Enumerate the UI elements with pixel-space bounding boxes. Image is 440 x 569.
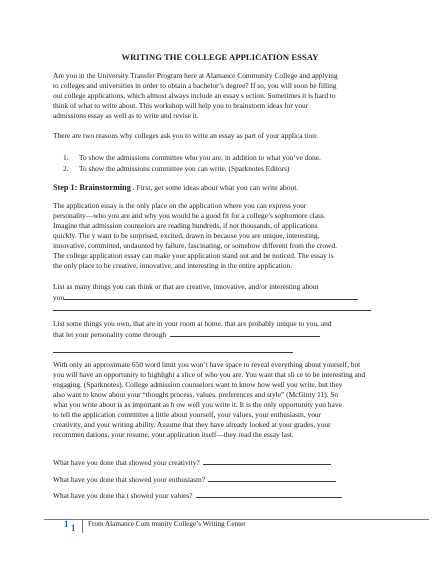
page-number: 1 xyxy=(64,519,69,529)
question-creativity xyxy=(53,457,331,468)
paragraph-line: to tell the application committee a little about yourself, your values, your enthusiasm, your xyxy=(53,410,322,419)
paragraph-line: what you write about is as important as h ow well you write it. It is the only opportunity you have xyxy=(53,400,342,409)
intro-line: out college applications, which almost always include an essay s ection. Sometimes it is hard to xyxy=(53,91,336,100)
question-text: What have you done that showed your enthusiasm? xyxy=(53,475,206,484)
reason-text: To show the admissions committee who you are, in addition to what you’ve done. xyxy=(79,153,321,162)
answer-line[interactable] xyxy=(53,310,371,311)
answer-line[interactable] xyxy=(64,292,358,300)
answer-line[interactable] xyxy=(170,329,320,337)
paragraph-line: engaging. (Sparknotes). College admission counselors want to know how well you write, but they xyxy=(53,380,343,389)
paragraph-line: The application essay is the only place on the application where you can express your xyxy=(53,201,307,210)
answer-line[interactable] xyxy=(196,490,342,498)
prompt-word: that let your personality come through xyxy=(53,330,167,339)
reason-item xyxy=(63,164,290,174)
intro-line: Are you in the University Transfer Program here at Alamance Community College and applying xyxy=(53,71,338,80)
reason-item xyxy=(63,153,321,163)
intro-line: admissions essay as well as to write and revise it. xyxy=(53,111,199,120)
prompt-creative-things-end xyxy=(53,292,358,303)
paragraph-line: creativity, and your writing ability. Assume that they have already looked at your grades, your xyxy=(53,420,331,429)
footer-text: From Alamance Com munity College’s Writing Center xyxy=(88,520,246,528)
question-text: What have you done tha t showed your values? xyxy=(53,491,193,500)
step1-text: . First, get some ideas about what you can write about. xyxy=(130,183,299,192)
answer-line[interactable] xyxy=(208,474,336,482)
step1-heading xyxy=(53,183,298,192)
paragraph-line: With only an approximate 650 word limit you won’t have space to reveal everything about yourself, but xyxy=(53,360,361,369)
question-text: What have you done that showed your creativity? xyxy=(53,458,200,467)
page-number-shadow: 1 xyxy=(71,523,76,533)
prompt-owned-things: List some things you own, that are in your room at home, that are probably unique to you, and xyxy=(53,319,332,328)
paragraph-line: recommen dations, your resume, your application itself—they read the essay last. xyxy=(53,430,294,439)
paragraph-line: you will have an opportunity to highlight a slice of who you are. You want that sli ce to be interesting and xyxy=(53,370,366,379)
prompt-creative-things: List as many things you can think or that are creative, innovative, and/or interesting about xyxy=(53,282,319,291)
answer-line[interactable] xyxy=(53,352,293,353)
paragraph-line: also want to know about your “thought process, values, preferences and style” (McGinty 11). So xyxy=(53,390,339,399)
step1-label: Step 1: Brainstorming xyxy=(53,183,131,192)
intro-line: think of what to write about. This workshop will help you to brainstorm ideas for your xyxy=(53,101,309,110)
prompt-owned-things-end xyxy=(53,329,320,340)
paragraph-line: Imagine that admission counselors are reading hundreds, if not thousands, of applications xyxy=(53,221,318,230)
reasons-intro: There are two reasons why colleges ask you to write an essay as part of your applica tion: xyxy=(53,131,318,140)
prompt-word: you xyxy=(53,293,65,302)
reason-text: To show the admissions committee you can write. (Sparknotes Editors) xyxy=(79,164,290,173)
paragraph-line: quickly. The y want to be surprised, excited, drawn in because you are unique, interesting, xyxy=(53,231,320,240)
intro-line: to colleges and universities in order to obtain a bachelor’s degree? If so, you will soon be filling xyxy=(53,81,337,90)
paragraph-line: the only place to be creative, innovative, and interesting in the entire application. xyxy=(53,261,293,270)
reason-number: 1. xyxy=(63,153,69,162)
paragraph-line: personality—who you are and why you would be a good fit for a college’s sophomore class. xyxy=(53,211,326,220)
reason-number: 2. xyxy=(63,164,69,173)
question-enthusiasm xyxy=(53,474,336,485)
question-values xyxy=(53,490,342,501)
paragraph-line: The college application essay can make your application stand out and be noticed. The essay is xyxy=(53,251,334,260)
footer-divider-tick xyxy=(82,519,83,533)
document-title: WRITING THE COLLEGE APPLICATION ESSAY xyxy=(121,52,319,62)
paragraph-line: innovative, committed, undaunted by failure, fascinating, or somehow different from the crowd. xyxy=(53,241,337,250)
answer-line[interactable] xyxy=(203,457,331,465)
